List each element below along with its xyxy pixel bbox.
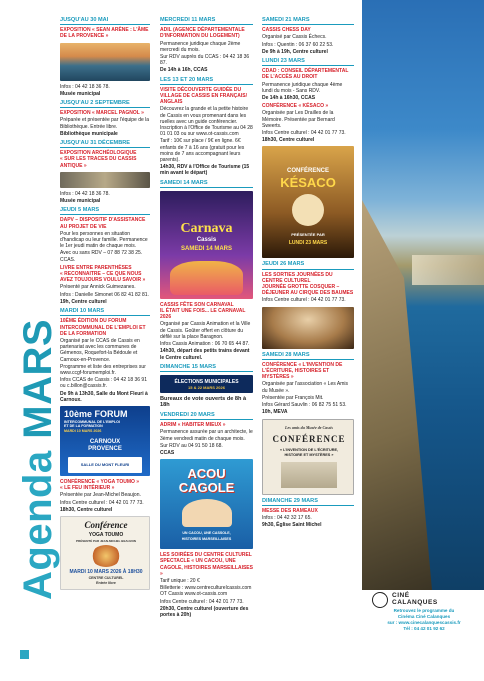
- poster-title: ACOU CAGOLE: [178, 466, 235, 496]
- poster-line: PRÉSENTÉE PAR: [291, 232, 325, 238]
- poster-line: UN CACOU, UNE CASSOLE,: [182, 531, 231, 536]
- poster-title: Conférence: [84, 519, 128, 530]
- archaeology-image: [60, 172, 150, 188]
- event-info: Permanence assurée par un architecte, le 3ème vendredi matin de chaque mois.: [160, 429, 253, 442]
- castle-illustration: [170, 261, 243, 295]
- poster-title: CONFÉRENCE: [286, 168, 329, 175]
- event-info: Sur RDV au 04 91 50 18 68.: [160, 442, 223, 449]
- poster-date: LUNDI 23 MARS: [288, 240, 328, 247]
- cacou-poster: [160, 459, 253, 549]
- event-title: ADRIM « HABITER MIEUX »: [160, 422, 226, 429]
- event-info: Avec ou sans RDV – 07 88 72 38 25. CCAS.: [60, 250, 143, 263]
- event-title: CDAD : CONSEIL DÉPARTEMENTAL DE L'ACCÈS AU DROIT: [262, 68, 349, 81]
- poster-line: INTERCOMMUNAL DE L'EMPLOI: [64, 419, 120, 424]
- agenda-word: Agenda: [16, 450, 60, 600]
- conference-writing-poster: [262, 419, 354, 495]
- date-heading: JUSQU'AU 30 MAI: [60, 17, 150, 25]
- event-place: Bibliothèque municipale: [60, 130, 118, 137]
- elections-banner: [160, 375, 253, 393]
- event-info: Billetterie : www.centreculturelcassis.com OT Cassis www.ot-cassis.com: [160, 585, 252, 598]
- event-title: CONFÉRENCE « YOGA TOUMO »: [60, 478, 140, 485]
- cinema-link[interactable]: sur : www.cinecalanquescassis.fr: [387, 620, 461, 625]
- event-info: Organisée par l'association « Les Amis du Musée ».: [262, 381, 348, 394]
- agenda-mars-title: [16, 80, 60, 600]
- cave-photo: [262, 307, 354, 349]
- poster-title: CONFÉRENCE: [272, 433, 346, 444]
- date-heading: VENDREDI 20 MARS: [160, 412, 253, 420]
- event-info: Permanence juridique chaque 4ème lundi du mois - Sans RDV.: [262, 81, 343, 94]
- date-heading: DIMANCHE 29 MARS: [262, 498, 354, 506]
- yoga-poster: [60, 516, 150, 590]
- event-place: 18h30, Centre culturel: [262, 137, 315, 144]
- date-heading: JEUDI 26 MARS: [262, 261, 354, 269]
- event-title: Bureaux de vote ouverts de 8h à 18h: [160, 395, 247, 409]
- event-info: Infos Centre culturel : 04 42 01 77 73.: [262, 297, 346, 304]
- event-place: 19h, Centre culturel: [60, 298, 107, 305]
- poster-line: HISTOIRES MARSEILLAISES: [181, 537, 232, 542]
- event-info: Découvrez la grande et la petite histoire de Cassis en vous promenant dans les ruelles avec un guide conférencier. Inscription à l'Office de Tourisme au 04 28 01 01 03 ou sur www.ot-cassis.com: [160, 106, 253, 138]
- poster-date: MARDI 10 MARS 2026: [64, 428, 102, 433]
- event-info: Infos : 04 42 18 36 78.: [60, 190, 110, 197]
- event-title: EXPOSITION « MARCEL PAGNOL »: [60, 110, 144, 117]
- date-heading: DIMANCHE 15 MARS: [160, 364, 253, 372]
- event-info: Infos : 04 42 32 17 65.: [262, 514, 312, 521]
- poster-date: SAMEDI 14 MARS: [180, 245, 232, 252]
- event-info: Infos Centre culturel : 04 42 01 77 73.: [262, 130, 346, 137]
- event-info: Permanence juridique chaque 2ème mercredi du mois.: [160, 40, 241, 53]
- event-place: De 9h à 19h, Centre culturel: [262, 48, 328, 55]
- event-place: 18h30, Centre culturel: [60, 506, 113, 513]
- event-place: 14h30, RDV à l'Office de Tourisme (15 min avant le départ): [160, 164, 250, 177]
- poster-line: YOGA TOUMO: [88, 531, 124, 538]
- cinema-phone: Tél : 04 42 01 92 62: [403, 626, 445, 631]
- cinema-info: [372, 608, 476, 632]
- column-2: [160, 14, 253, 619]
- date-heading: MERCREDI 11 MARS: [160, 17, 253, 25]
- cinema-line: Cinéma Ciné Calanques: [397, 614, 451, 619]
- logo-line-1: CINÉ: [392, 592, 410, 599]
- poster-title: ÉLECTIONS MUNICIPALES: [174, 378, 239, 385]
- event-info: Organisé par Cassis Échecs.: [262, 34, 327, 41]
- film-reel-icon: [372, 592, 388, 608]
- logo-line-2: CALANQUES: [392, 599, 438, 606]
- characters-illustration: [182, 499, 232, 527]
- logo-text: [392, 592, 438, 606]
- date-heading: JUSQU'AU 2 SEPTEMBRE: [60, 100, 150, 108]
- poster-line: ET DE LA FORMATION: [64, 423, 103, 428]
- event-place: De 14h à 16h, CCAS: [160, 67, 208, 74]
- event-title: ADIL (AGENCE DÉPARTEMENTALE D'INFORMATION DU LOGEMENT): [160, 27, 245, 40]
- portrait-illustration: [292, 194, 324, 226]
- event-title: MESSE DES RAMEAUX: [262, 507, 318, 514]
- event-place: Musée municipal: [60, 90, 101, 97]
- date-heading: SAMEDI 21 MARS: [262, 17, 354, 25]
- event-place: CCAS: [160, 449, 175, 456]
- event-info: Organisée par Les Drailles de la Mémoire. Présentée par Bernard Sweerts.: [262, 110, 335, 129]
- poster-title: 10ème FORUM: [64, 408, 128, 419]
- event-place: 14h30, départ des petits trains devant le Centre culturel.: [160, 348, 250, 361]
- event-info: Infos Centre culturel : 04 42 01 77 73.: [60, 499, 144, 506]
- event-info: Organisé par le CCAS de Cassis en partenariat avec les communes de Gémenos, Roquefort-la Bédoule et Carnoux-en-Provence.: [60, 337, 140, 363]
- poster-line: HISTOIRE ET MYSTÈRES »: [284, 452, 334, 457]
- event-info: Présentée par Jean-Michel Beaujon.: [60, 492, 141, 499]
- poster-place: CENTRE CULTUREL: [88, 575, 124, 580]
- poster-title-main: KÉSACO: [280, 175, 336, 191]
- event-place: De 9h à 13h30, Salle du Mont Fleuri à Carnoux.: [60, 390, 148, 403]
- event-subtitle: JOURNÉE GROTTE COSQUER – DÉJEUNER AU CIRQUE DES BAUMES: [262, 284, 354, 297]
- kesaco-poster: [262, 146, 354, 258]
- event-subtitle: « LE FEU INTÉRIEUR »: [60, 485, 115, 492]
- event-title: EXPOSITION « SEAN ARÈNE : L'ÂME DE LA PROVENCE »: [60, 27, 149, 40]
- event-info: Organisé par Cassis Animation et la Ville de Cassis. Goûter offert en clôture du défilé sur la place Baragnon.: [160, 321, 251, 340]
- event-title: DAPV – DISPOSITIF D'ASSISTANCE AU PROJET DE VIE: [60, 217, 146, 230]
- date-heading: LUNDI 23 MARS: [262, 58, 354, 66]
- event-info: Présentée par François Mit.: [262, 394, 324, 401]
- event-place: 20h30, Centre culturel (ouverture des portes à 20h): [160, 605, 249, 618]
- event-info: Pour les personnes en situation d'handicap ou leur famille. Permanence le 1er jeudi matin de chaque mois.: [60, 230, 148, 250]
- date-heading: SAMEDI 14 MARS: [160, 180, 253, 188]
- coastal-landscape-photo: [362, 0, 484, 590]
- poster-date: MARDI 10 MARS 2026 À 18H30: [69, 568, 143, 575]
- event-subtitle: « RECONNAITRE – CE QUE NOUS AVEZ TOUJOURS VOULU SAVOIR »: [60, 271, 146, 284]
- date-heading: JUSQU'AU 31 DÉCEMBRE: [60, 140, 150, 148]
- carnaval-poster: [160, 191, 253, 299]
- manuscript-illustration: [281, 462, 337, 488]
- event-subtitle: « SUR LES TRACES DU CASSIS ANTIQUE »: [60, 156, 137, 169]
- poster-line: Cassis: [196, 236, 217, 243]
- event-info: Infos : Quentin : 06 37 60 22 53.: [262, 41, 334, 48]
- event-subtitle: IL ÉTAIT UNE FOIS... LE CARNAVAL 2026: [160, 308, 246, 321]
- title-square: [20, 650, 29, 659]
- event-title: LES SORTIES JOURNÉES DU CENTRE CULTUREL: [262, 271, 333, 284]
- poster-title: Carnava: [180, 220, 233, 236]
- event-info: Infos : 04 42 18 36 78.: [60, 83, 110, 90]
- date-heading: MARDI 10 MARS: [60, 308, 150, 316]
- poster-line: PRÉSENTÉ PAR JEAN-MICHEL BEAUJON: [76, 538, 136, 543]
- event-info: Présenté par Annick Guimezanes.: [60, 284, 136, 291]
- event-title: LIVRE ENTRE PARENTHÈSES: [60, 264, 132, 271]
- event-place: 10h, MEVA: [262, 409, 288, 416]
- poster-place: SALLE DU MONT FLEURI: [80, 461, 130, 467]
- event-info: Infos Cassis Animation : 06 70 65 44 87.: [160, 341, 250, 348]
- date-heading: SAMEDI 28 MARS: [262, 352, 354, 360]
- event-info: Tarif unique : 20 €: [160, 577, 200, 584]
- event-title: CASSIS FÊTE SON CARNAVAL: [160, 301, 234, 308]
- sea-painting-image: [60, 43, 150, 81]
- poster-entry: Entrée libre: [96, 580, 116, 585]
- event-info: Infos : Danielle Simonet 06 82 41 82 81.: [60, 291, 149, 298]
- poster-line: « L'INVENTION DE L'ÉCRITURE,: [279, 447, 339, 452]
- event-place: De 14h à 16h30, CCAS: [262, 95, 316, 102]
- event-title: CONFÉRENCE « L'INVENTION DE L'ÉCRITURE, HISTOIRES ET MYSTÈRES »: [262, 361, 343, 381]
- poster-city: PROVENCE: [88, 445, 122, 452]
- vertical-title: [0, 0, 60, 681]
- event-title: 10ÈME ÉDITION DU FORUM INTERCOMMUNAL DE L'EMPLOI ET DE LA FORMATION: [60, 318, 146, 337]
- event-title: EXPOSITION ARCHÉOLOGIQUE: [60, 150, 137, 157]
- event-title: CONFÉRENCE « KÉSACO »: [262, 103, 329, 110]
- date-heading: JEUDI 5 MARS: [60, 207, 150, 215]
- event-place: 9h30, Église Saint Michel: [262, 522, 322, 529]
- event-title: LES SOIRÉES DU CENTRE CULTUREL: [160, 552, 252, 559]
- town-shape: [412, 255, 484, 285]
- column-1: [60, 14, 150, 593]
- right-panel: [362, 0, 484, 681]
- event-info: Tarif : 10€ sur place / 9€ en ligne. 6€ enfants de 7 à 16 ans (gratuit pour les moins de 7 ans accompagnant leurs parents).: [160, 138, 245, 164]
- event-title: CASSIS CHESS DAY: [262, 27, 311, 34]
- poster-city: CARNOUX: [89, 438, 121, 445]
- event-info: Infos Gérard Sauvlin : 06 82 75 51 53.: [262, 402, 347, 409]
- forum-poster: [60, 406, 150, 476]
- column-3: [262, 14, 354, 529]
- cinema-line: Retrouvez le programme du: [393, 608, 455, 613]
- poster-header: Les amis du Musée de Cassis: [285, 424, 333, 430]
- poster-place-box: [68, 457, 142, 473]
- event-info: Programme et liste des entreprises sur www.ccgf-forumemploi.fr.: [60, 363, 146, 376]
- event-subtitle: SPECTACLE « UN CACOU, UNE CAGOLE, HISTOIRES MARSEILLAISES »: [160, 558, 253, 577]
- date-heading: LES 13 ET 20 MARS: [160, 77, 253, 85]
- event-info: Préparée et présentée par l'équipe de la Bibliothèque. Entrée libre.: [60, 117, 150, 130]
- event-info: Infos Centre culturel : 04 42 01 77 73.: [160, 598, 244, 605]
- event-title: VISITE DÉCOUVERTE GUIDÉE DU VILLAGE DE CASSIS EN FRANÇAIS/ ANGLAIS: [160, 86, 247, 106]
- fire-illustration: [91, 545, 121, 567]
- event-info: Sur RDV auprès du CCAS : 04 42 18 36 87.: [160, 54, 250, 67]
- event-place: Musée municipal: [60, 198, 101, 205]
- event-info: Infos CCAS de Cassis : 04 42 18 36 91 ou c.billon@cassis.fr.: [60, 377, 147, 390]
- month-word: MARS: [16, 318, 60, 439]
- poster-date: 15 & 22 MARS 2026: [188, 384, 225, 390]
